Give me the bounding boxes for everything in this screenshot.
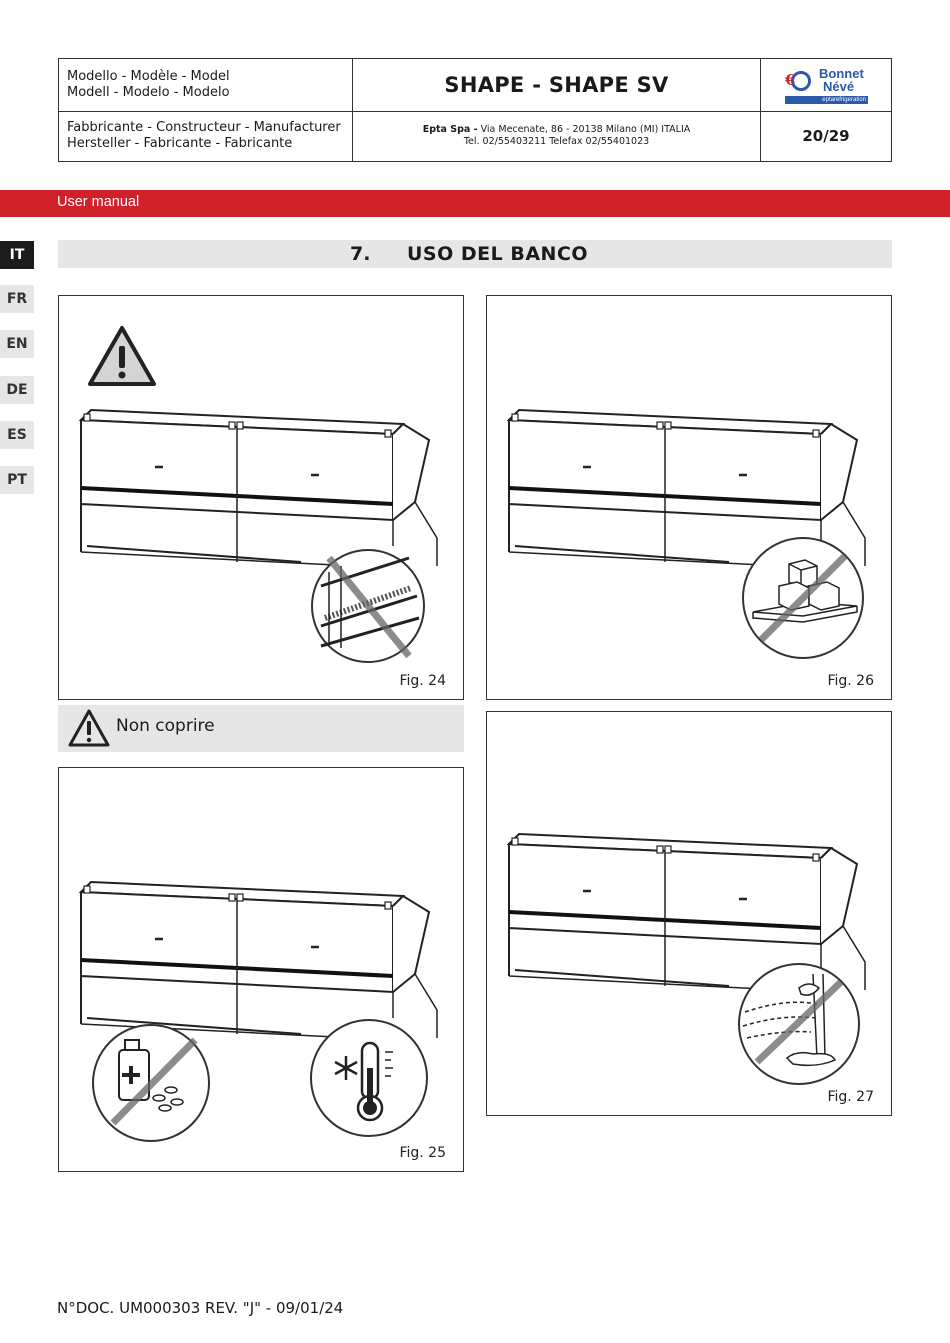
warning-note-text: Non coprire: [116, 716, 215, 736]
figure-24-drawing: [59, 296, 465, 701]
figure-27-caption: Fig. 27: [827, 1089, 874, 1105]
figure-24-caption: Fig. 24: [399, 673, 446, 689]
figure-26: [486, 295, 892, 700]
section-number: 7.: [350, 243, 371, 265]
logo-line-1: Bonnet: [819, 66, 864, 81]
manufacturer-label-2: Hersteller - Fabricante - Fabricante: [67, 136, 293, 151]
figure-27: [486, 711, 892, 1116]
band-label: User manual: [57, 194, 140, 210]
model-label-2: Modell - Modelo - Modelo: [67, 85, 230, 100]
warning-note: [58, 705, 464, 752]
lang-tab-pt[interactable]: PT: [0, 466, 34, 494]
figure-26-drawing: [487, 296, 893, 701]
logo-line-2: Névé: [823, 79, 855, 94]
manufacturer-cell: [59, 112, 353, 161]
warning-triangle-icon: [64, 705, 114, 752]
logo-e-icon: €: [785, 71, 796, 89]
figure-25-drawing: [59, 768, 465, 1173]
lang-tab-es[interactable]: ES: [0, 421, 34, 449]
document-number: N°DOC. UM000303 REV. "J" - 09/01/24: [57, 1299, 344, 1317]
figure-25-caption: Fig. 25: [399, 1145, 446, 1161]
lang-tab-it[interactable]: IT: [0, 241, 34, 269]
model-cell: [59, 59, 353, 112]
page-number: 20/29: [802, 127, 850, 145]
company-cell: [353, 112, 761, 161]
figure-25: [58, 767, 464, 1172]
brand-logo: [761, 59, 891, 112]
lang-tab-fr[interactable]: FR: [0, 285, 34, 313]
model-label-1: Modello - Modèle - Model: [67, 69, 230, 84]
company-contacts: Tel. 02/55403211 Telefax 02/55401023: [463, 136, 650, 147]
lang-tab-de[interactable]: DE: [0, 376, 34, 404]
section-band: [0, 190, 950, 217]
figure-26-caption: Fig. 26: [827, 673, 874, 689]
manufacturer-label-1: Fabbricante - Constructeur - Manufacturer: [67, 120, 341, 135]
logo-tagline: eptarefrigeration: [785, 96, 868, 104]
header-table: [58, 58, 892, 162]
lang-tab-en[interactable]: EN: [0, 330, 34, 358]
figure-24: [58, 295, 464, 700]
section-heading: [58, 240, 892, 268]
figure-27-drawing: [487, 712, 893, 1117]
document-title: SHAPE - SHAPE SV: [353, 59, 761, 112]
company-address: Via Mecenate, 86 - 20138 Milano (MI) ITALIA: [477, 124, 691, 135]
section-title: USO DEL BANCO: [407, 243, 589, 265]
company-name: Epta Spa -: [422, 124, 478, 135]
